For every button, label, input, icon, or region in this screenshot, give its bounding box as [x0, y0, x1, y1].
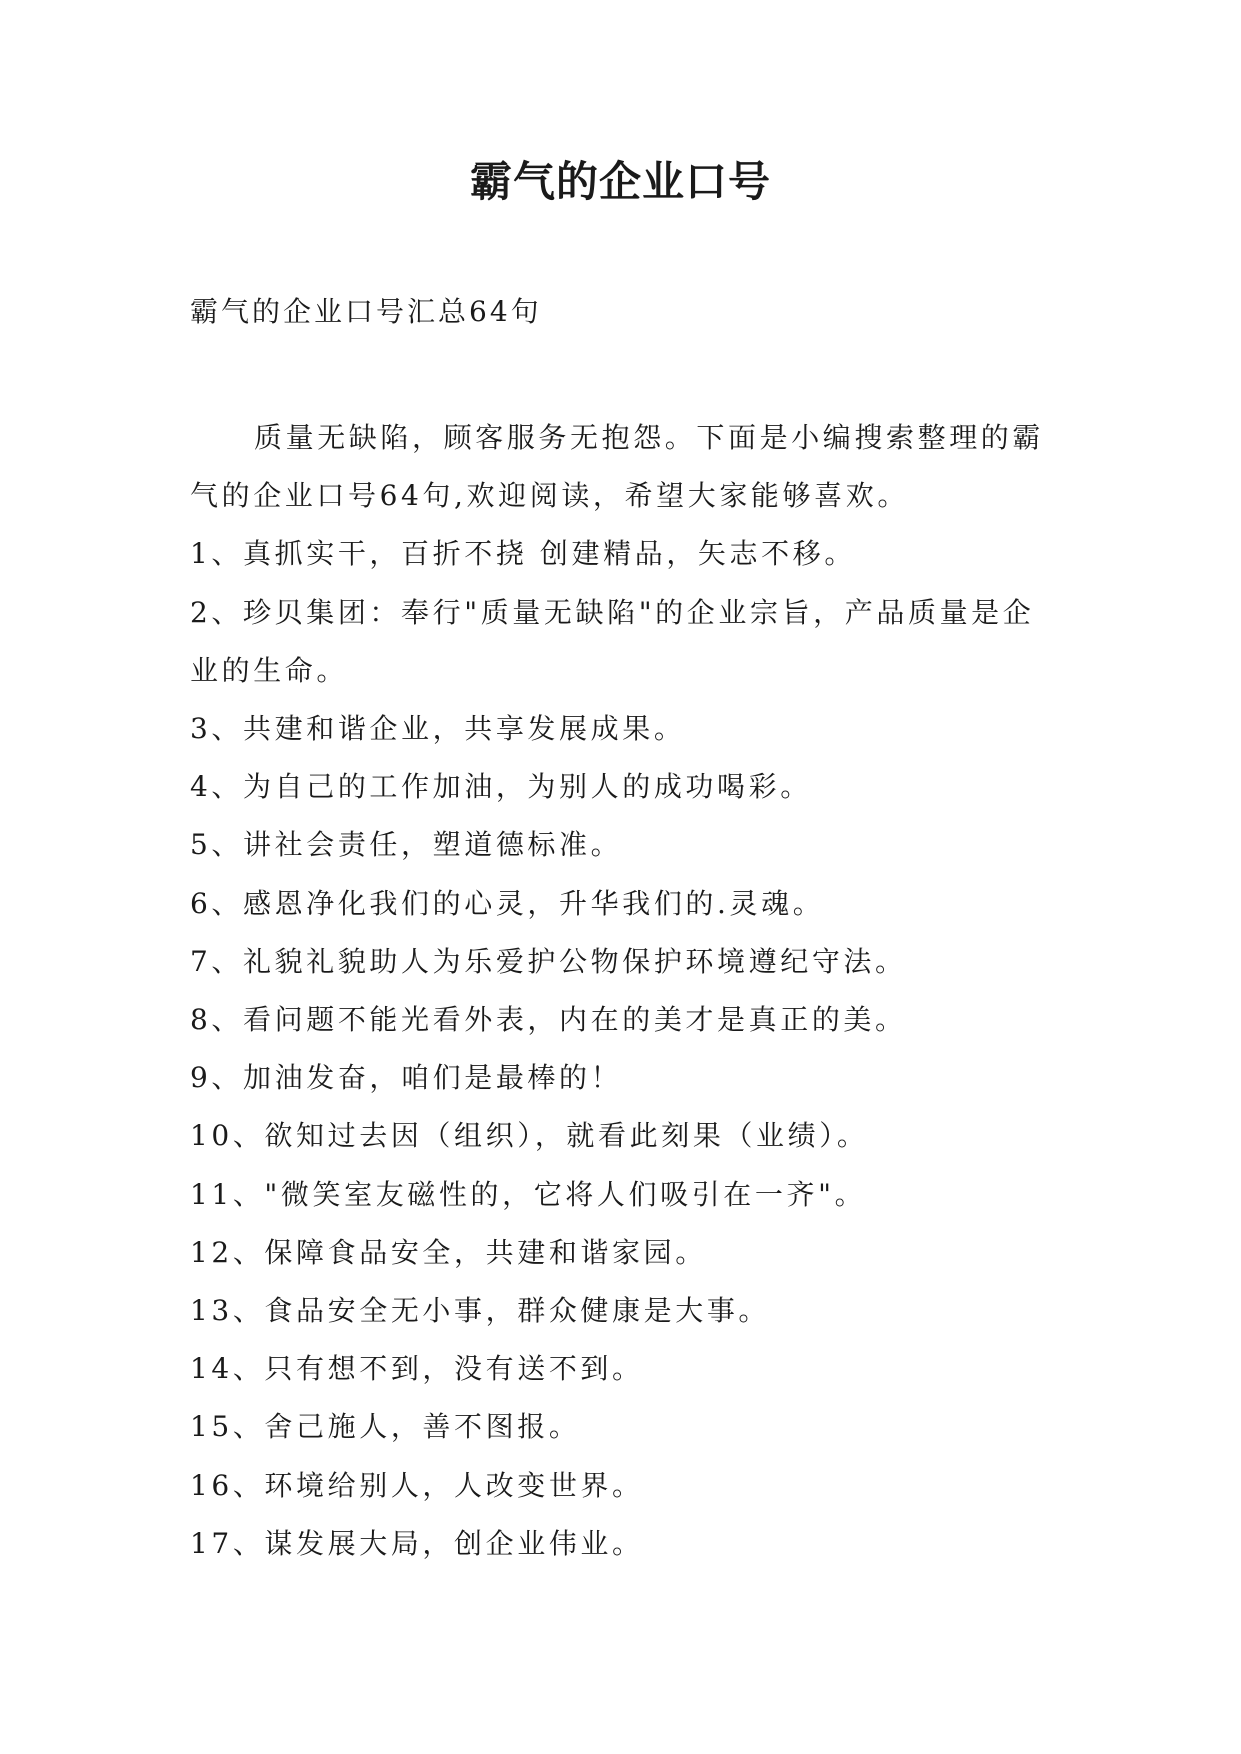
- slogan-item-3: 3、共建和谐企业，共享发展成果。: [190, 712, 686, 746]
- slogan-item-5: 5、讲社会责任，塑道德标准。: [190, 828, 623, 862]
- slogan-item-16: 16、环境给别人，人改变世界。: [190, 1468, 644, 1502]
- slogan-item-12: 12、保障食品安全，共建和谐家园。: [190, 1235, 707, 1269]
- slogan-item-14: 14、只有想不到，没有送不到。: [190, 1352, 644, 1386]
- slogan-item-4: 4、为自己的工作加油，为别人的成功喝彩。: [190, 770, 812, 804]
- slogan-item-13: 13、食品安全无小事，群众健康是大事。: [190, 1294, 771, 1328]
- slogan-item-11: 11、"微笑室友磁性的，它将人们吸引在一齐"。: [190, 1177, 867, 1211]
- slogan-item-6: 6、感恩净化我们的心灵，升华我们的.灵魂。: [190, 886, 825, 920]
- slogan-item-9: 9、加油发奋，咱们是最棒的！: [190, 1061, 623, 1095]
- page-title: 霸气的企业口号: [469, 157, 771, 206]
- intro-paragraph: 质量无缺陷，顾客服务无抱怨。下面是小编搜索整理的霸气的企业口号64句,欢迎阅读，希望大家能够喜欢。: [190, 421, 1045, 513]
- slogan-item-7: 7、礼貌礼貌助人为乐爱护公物保护环境遵纪守法。: [190, 944, 907, 978]
- document-body: [190, 409, 1060, 1573]
- slogan-item-15: 15、舍己施人，善不图报。: [190, 1410, 581, 1444]
- slogan-item-8: 8、看问题不能光看外表，内在的美才是真正的美。: [190, 1003, 907, 1037]
- slogan-item-17: 17、谋发展大局，创企业伟业。: [190, 1526, 644, 1560]
- slogan-item-10: 10、欲知过去因（组织），就看此刻果（业绩）。: [190, 1119, 869, 1153]
- slogan-item-2: 2、珍贝集团：奉行"质量无缺陷"的企业宗旨，产品质量是企业的生命。: [190, 595, 1035, 687]
- document-subtitle: 霸气的企业口号汇总64句: [190, 295, 542, 328]
- slogan-item-1: 1、真抓实干，百折不挠 创建精品，矢志不移。: [190, 537, 856, 571]
